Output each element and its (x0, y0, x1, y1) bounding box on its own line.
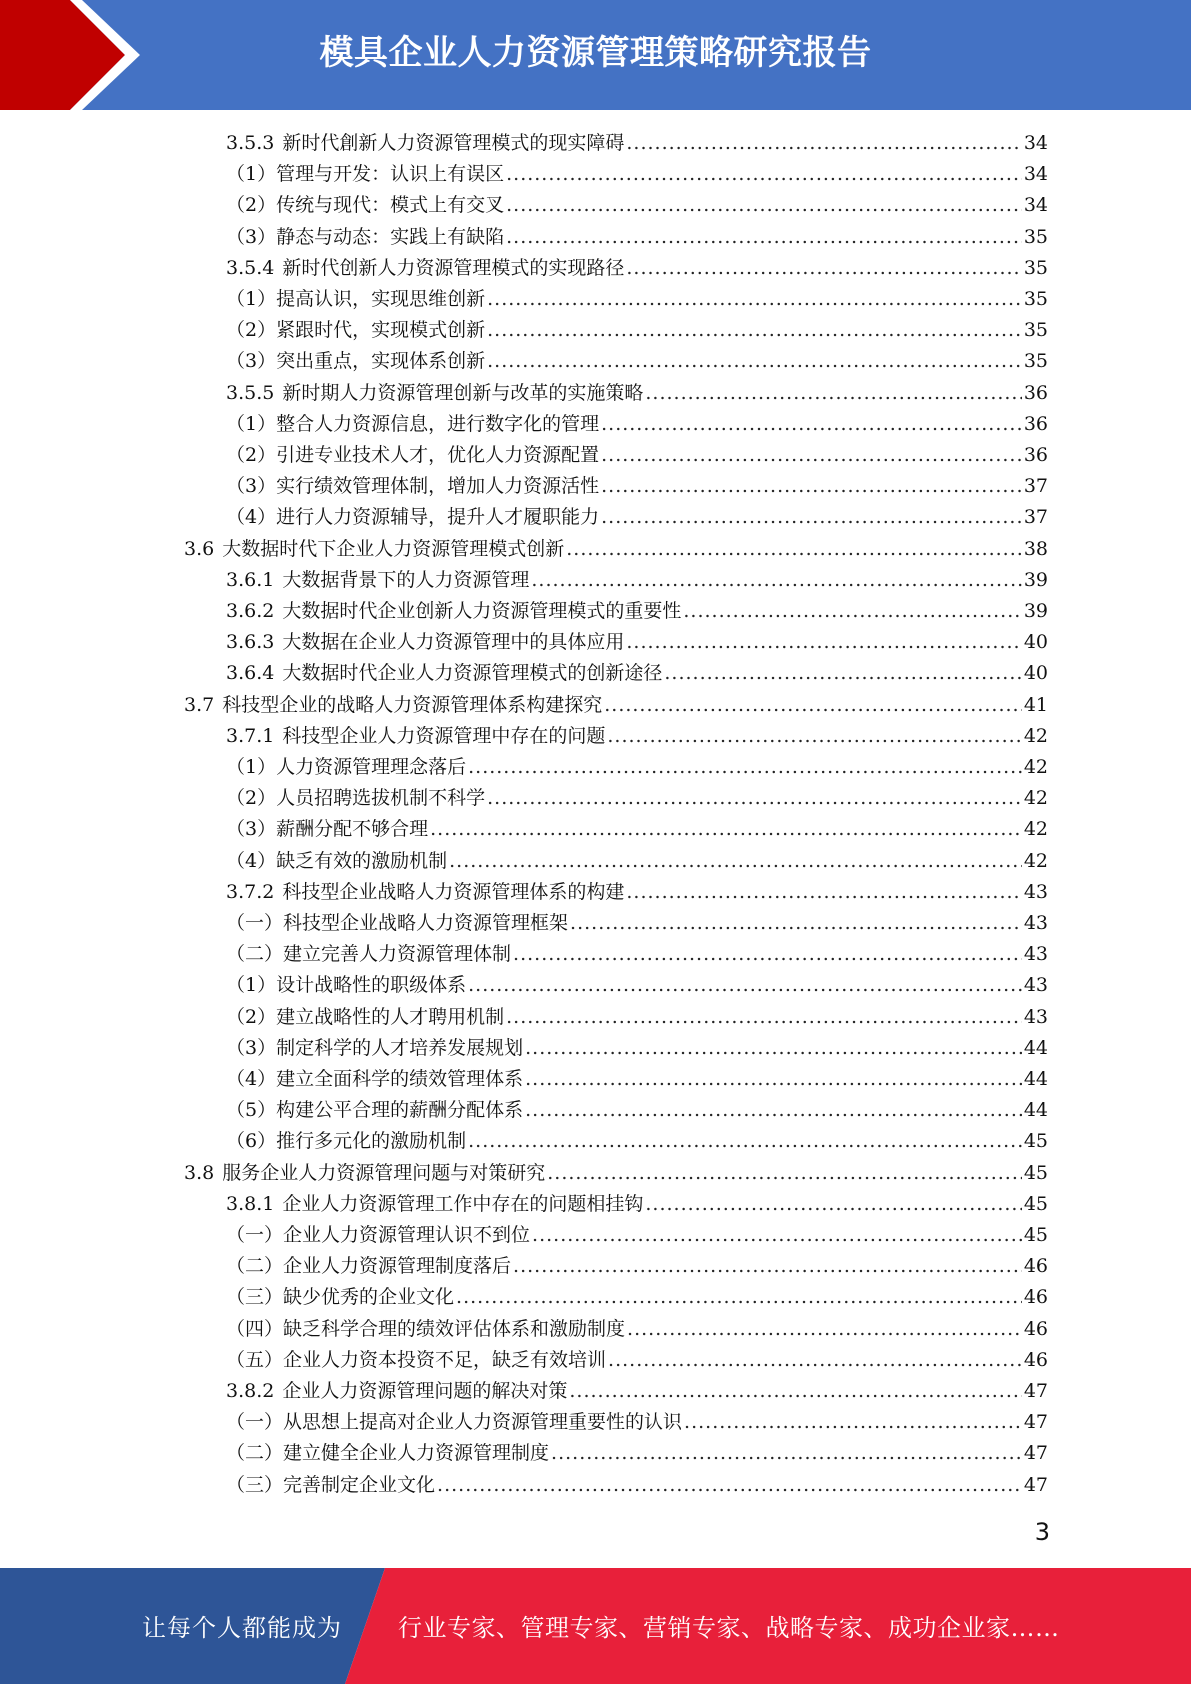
toc-entry-title: 缺乏科学合理的绩效评估体系和激励制度 (283, 1318, 626, 1340)
footer-slogan-right: 行业专家、管理专家、营销专家、战略专家、成功企业家…… (398, 1614, 1060, 1642)
toc-entry-page: 34 (1023, 163, 1048, 185)
toc-entry-number: （3） (226, 1037, 277, 1059)
toc-entry-number: 3.6.2 (226, 600, 275, 622)
toc-entry[interactable] (226, 1095, 1048, 1126)
toc-dot-leader (627, 1314, 1022, 1345)
toc-entry-page: 44 (1023, 1037, 1048, 1059)
toc-entry-page: 43 (1023, 1006, 1048, 1028)
toc-dot-leader (626, 128, 1021, 159)
toc-dot-leader (487, 783, 1022, 814)
toc-entry[interactable] (226, 1407, 1048, 1438)
toc-entry-number: （3） (226, 350, 277, 372)
toc-entry-number: 3.5.3 (226, 132, 275, 154)
toc-entry-title: 科技型企业战略人力资源管理体系的构建 (282, 881, 625, 903)
toc-dot-leader (430, 814, 1022, 845)
toc-entry-number: 3.5.5 (226, 382, 275, 404)
toc-entry-number: （2） (226, 319, 277, 341)
toc-entry[interactable] (184, 534, 1048, 565)
toc-dot-leader (506, 190, 1022, 221)
toc-entry[interactable] (226, 846, 1048, 877)
toc-entry[interactable] (226, 1189, 1048, 1220)
toc-entry-title: 大数据背景下的人力资源管理 (282, 569, 530, 591)
toc-dot-leader (525, 1033, 1022, 1064)
toc-dot-leader (566, 534, 1022, 565)
toc-entry-title: 突出重点，实现体系创新 (276, 350, 486, 372)
toc-entry-title: 设计战略性的职级体系 (276, 974, 467, 996)
toc-dot-leader (487, 346, 1022, 377)
toc-entry-page: 42 (1023, 787, 1048, 809)
toc-entry-page: 45 (1023, 1162, 1048, 1184)
toc-entry-title: 大数据在企业人力资源管理中的具体应用 (282, 631, 625, 653)
toc-entry[interactable] (226, 190, 1048, 221)
toc-entry-number: （3） (226, 475, 277, 497)
toc-entry-number: （1） (226, 756, 277, 778)
toc-entry[interactable] (226, 1345, 1048, 1376)
toc-entry-number: （四） (226, 1318, 284, 1340)
toc-entry-title: 大数据时代下企业人力资源管理模式创新 (222, 538, 565, 560)
toc-entry-number: （二） (226, 943, 284, 965)
toc-dot-leader (531, 565, 1021, 596)
toc-entry-number: （二） (226, 1255, 284, 1277)
toc-entry-page: 36 (1023, 382, 1048, 404)
toc-dot-leader (487, 315, 1022, 346)
toc-dot-leader (645, 378, 1021, 409)
toc-entry-page: 40 (1023, 662, 1048, 684)
toc-entry-number: 3.6.3 (226, 631, 275, 653)
toc-entry-page: 35 (1023, 226, 1048, 248)
toc-dot-leader (506, 159, 1022, 190)
toc-entry-page: 46 (1023, 1255, 1048, 1277)
toc-entry-number: （一） (226, 1224, 284, 1246)
toc-dot-leader (449, 846, 1022, 877)
header-banner (0, 0, 1191, 110)
toc-entry-number: （1） (226, 974, 277, 996)
toc-entry-number: 3.7.1 (226, 725, 275, 747)
toc-entry-number: 3.5.4 (226, 257, 275, 279)
toc-entry[interactable] (226, 253, 1048, 284)
toc-dot-leader (601, 409, 1022, 440)
toc-entry-page: 46 (1023, 1349, 1048, 1371)
toc-entry-title: 企业人力资源管理认识不到位 (283, 1224, 531, 1246)
toc-entry[interactable] (226, 1282, 1048, 1313)
toc-entry-page: 45 (1023, 1130, 1048, 1152)
document-title: 模具企业人力资源管理策略研究报告 (319, 33, 872, 73)
toc-entry-title: 整合人力资源信息，进行数字化的管理 (276, 413, 600, 435)
toc-entry-number: （三） (226, 1286, 284, 1308)
toc-dot-leader (569, 1376, 1021, 1407)
toc-entry-page: 42 (1023, 818, 1048, 840)
toc-dot-leader (604, 690, 1022, 721)
toc-entry-number: 3.6.4 (226, 662, 275, 684)
toc-entry[interactable] (226, 1220, 1048, 1251)
toc-entry[interactable] (226, 315, 1048, 346)
toc-dot-leader (525, 1095, 1022, 1126)
toc-entry-page: 44 (1023, 1099, 1048, 1121)
toc-entry[interactable] (226, 222, 1048, 253)
toc-entry-title: 建立健全企业人力资源管理制度 (283, 1442, 550, 1464)
toc-entry[interactable] (226, 908, 1048, 939)
page-number: 3 (1034, 1518, 1050, 1546)
toc-entry-page: 41 (1023, 694, 1048, 716)
toc-dot-leader (551, 1438, 1022, 1469)
toc-entry[interactable] (226, 471, 1048, 502)
toc-entry-number: （1） (226, 288, 277, 310)
toc-entry-page: 43 (1023, 881, 1048, 903)
toc-entry-page: 43 (1023, 974, 1048, 996)
toc-entry[interactable] (226, 721, 1048, 752)
toc-entry-number: （五） (226, 1349, 284, 1371)
toc-entry-number: （4） (226, 506, 277, 528)
toc-entry-page: 35 (1023, 257, 1048, 279)
toc-entry-number: （6） (226, 1130, 277, 1152)
toc-entry[interactable] (226, 783, 1048, 814)
toc-entry-number: （4） (226, 1068, 277, 1090)
toc-dot-leader (645, 1189, 1021, 1220)
toc-entry-title: 科技型企业人力资源管理中存在的问题 (282, 725, 606, 747)
toc-entry[interactable] (226, 596, 1048, 627)
toc-entry[interactable] (184, 690, 1048, 721)
toc-dot-leader (525, 1064, 1022, 1095)
toc-entry-page: 34 (1023, 132, 1048, 154)
toc-entry-title: 新时期人力资源管理创新与改革的实施策略 (282, 382, 644, 404)
toc-entry-title: 新时代創新人力资源管理模式的现实障碍 (282, 132, 625, 154)
footer-banner (0, 1568, 1191, 1684)
toc-entry-title: 人员招聘选拔机制不科学 (276, 787, 486, 809)
toc-dot-leader (506, 222, 1022, 253)
toc-entry-title: 完善制定企业文化 (283, 1474, 436, 1496)
toc-dot-leader (468, 1126, 1022, 1157)
toc-entry-page: 37 (1023, 475, 1048, 497)
toc-entry-title: 科技型企业的战略人力资源管理体系构建探究 (222, 694, 603, 716)
toc-dot-leader (547, 1158, 1022, 1189)
toc-entry-title: 进行人力资源辅导，提升人才履职能力 (276, 506, 600, 528)
toc-dot-leader (684, 1407, 1022, 1438)
toc-entry-page: 46 (1023, 1286, 1048, 1308)
toc-entry-number: （5） (226, 1099, 277, 1121)
toc-entry-number: 3.7.2 (226, 881, 275, 903)
toc-dot-leader (601, 440, 1022, 471)
toc-entry-page: 39 (1023, 569, 1048, 591)
toc-dot-leader (570, 908, 1022, 939)
toc-dot-leader (626, 627, 1021, 658)
toc-entry-title: 建立全面科学的绩效管理体系 (276, 1068, 524, 1090)
toc-entry[interactable] (226, 409, 1048, 440)
toc-entry[interactable] (226, 1470, 1048, 1501)
toc-entry[interactable] (226, 346, 1048, 377)
toc-entry-title: 大数据时代企业创新人力资源管理模式的重要性 (282, 600, 682, 622)
toc-entry-title: 缺少优秀的企业文化 (283, 1286, 455, 1308)
toc-entry-title: 企业人力资源管理问题的解决对策 (282, 1380, 568, 1402)
toc-entry-page: 47 (1023, 1442, 1048, 1464)
toc-entry-page: 47 (1023, 1411, 1048, 1433)
toc-entry-number: （3） (226, 818, 277, 840)
toc-dot-leader (601, 502, 1022, 533)
toc-entry-title: 实行绩效管理体制，增加人力资源活性 (276, 475, 600, 497)
toc-entry-title: 构建公平合理的薪酬分配体系 (276, 1099, 524, 1121)
toc-entry[interactable] (226, 1002, 1048, 1033)
toc-entry-number: （2） (226, 1006, 277, 1028)
toc-entry[interactable] (226, 752, 1048, 783)
toc-dot-leader (468, 970, 1022, 1001)
toc-entry-number: （2） (226, 194, 277, 216)
toc-entry-page: 45 (1023, 1193, 1048, 1215)
toc-entry[interactable] (226, 814, 1048, 845)
toc-entry-page: 47 (1023, 1380, 1048, 1402)
toc-entry-page: 35 (1023, 319, 1048, 341)
toc-entry-title: 制定科学的人才培养发展规划 (276, 1037, 524, 1059)
toc-entry-number: （4） (226, 850, 277, 872)
toc-entry[interactable] (226, 1033, 1048, 1064)
toc-entry[interactable] (226, 565, 1048, 596)
toc-entry[interactable] (226, 627, 1048, 658)
toc-entry-title: 人力资源管理理念落后 (276, 756, 467, 778)
toc-entry[interactable] (226, 1126, 1048, 1157)
toc-entry-number: （1） (226, 163, 277, 185)
toc-entry-title: 企业人力资源管理制度落后 (283, 1255, 512, 1277)
toc-entry-page: 44 (1023, 1068, 1048, 1090)
toc-entry-page: 38 (1023, 538, 1048, 560)
toc-entry[interactable] (184, 1158, 1048, 1189)
toc-entry-number: 3.8 (184, 1162, 215, 1184)
toc-entry-number: （1） (226, 413, 277, 435)
toc-dot-leader (456, 1282, 1022, 1313)
toc-entry[interactable] (226, 440, 1048, 471)
toc-entry-title: 紧跟时代，实现模式创新 (276, 319, 486, 341)
toc-entry-page: 36 (1023, 413, 1048, 435)
footer-slogan-left: 让每个人都能成为 (142, 1614, 342, 1642)
toc-entry[interactable] (226, 1251, 1048, 1282)
toc-entry[interactable] (226, 877, 1048, 908)
toc-entry-page: 43 (1023, 912, 1048, 934)
toc-entry[interactable] (226, 284, 1048, 315)
toc-entry-number: 3.8.1 (226, 1193, 275, 1215)
toc-dot-leader (468, 752, 1022, 783)
toc-entry-title: 提高认识，实现思维创新 (276, 288, 486, 310)
toc-entry[interactable] (226, 1438, 1048, 1469)
toc-entry[interactable] (226, 939, 1048, 970)
toc-entry[interactable] (226, 378, 1048, 409)
toc-entry-title: 传统与现代：模式上有交叉 (276, 194, 505, 216)
toc-entry-number: （三） (226, 1474, 284, 1496)
toc-entry-number: （一） (226, 912, 284, 934)
toc-dot-leader (626, 877, 1021, 908)
toc-entry-title: 管理与开发：认识上有误区 (276, 163, 505, 185)
toc-entry-page: 42 (1023, 756, 1048, 778)
toc-entry-page: 39 (1023, 600, 1048, 622)
toc-entry[interactable] (226, 658, 1048, 689)
toc-entry[interactable] (226, 128, 1048, 159)
toc-entry-page: 45 (1023, 1224, 1048, 1246)
toc-entry-page: 42 (1023, 850, 1048, 872)
toc-entry[interactable] (226, 970, 1048, 1001)
toc-entry-title: 缺乏有效的激励机制 (276, 850, 448, 872)
toc-entry-title: 引进专业技术人才，优化人力资源配置 (276, 444, 600, 466)
toc-entry-title: 企业人力资源管理工作中存在的问题相挂钩 (282, 1193, 644, 1215)
toc-entry-title: 科技型企业战略人力资源管理框架 (283, 912, 569, 934)
toc-entry-number: （3） (226, 226, 277, 248)
toc-entry-title: 大数据时代企业人力资源管理模式的创新途径 (282, 662, 663, 684)
toc-entry[interactable] (226, 159, 1048, 190)
toc-dot-leader (437, 1470, 1022, 1501)
toc-entry-page: 47 (1023, 1474, 1048, 1496)
toc-entry[interactable] (226, 1376, 1048, 1407)
toc-entry-page: 35 (1023, 350, 1048, 372)
toc-entry-page: 34 (1023, 194, 1048, 216)
toc-dot-leader (608, 1345, 1022, 1376)
toc-entry-number: 3.6 (184, 538, 215, 560)
toc-dot-leader (607, 721, 1021, 752)
toc-entry-page: 35 (1023, 288, 1048, 310)
toc-entry-title: 从思想上提高对企业人力资源管理重要性的认识 (283, 1411, 683, 1433)
toc-entry-title: 服务企业人力资源管理问题与对策研究 (222, 1162, 546, 1184)
toc-entry-title: 新时代创新人力资源管理模式的实现路径 (282, 257, 625, 279)
toc-dot-leader (664, 658, 1021, 689)
toc-dot-leader (506, 1002, 1022, 1033)
toc-entry-page: 46 (1023, 1318, 1048, 1340)
toc-entry-number: （2） (226, 444, 277, 466)
toc-entry-page: 40 (1023, 631, 1048, 653)
toc-entry-title: 建立完善人力资源管理体制 (283, 943, 512, 965)
toc-entry-title: 静态与动态：实践上有缺陷 (276, 226, 505, 248)
toc-dot-leader (532, 1220, 1022, 1251)
toc-dot-leader (513, 1251, 1022, 1282)
toc-entry-title: 推行多元化的激励机制 (276, 1130, 467, 1152)
toc-entry[interactable] (226, 1064, 1048, 1095)
toc-entry-page: 43 (1023, 943, 1048, 965)
toc-entry-page: 36 (1023, 444, 1048, 466)
toc-entry-page: 42 (1023, 725, 1048, 747)
toc-dot-leader (683, 596, 1021, 627)
toc-entry-title: 企业人力资本投资不足，缺乏有效培训 (283, 1349, 607, 1371)
toc-entry-number: 3.7 (184, 694, 215, 716)
toc-entry-number: 3.6.1 (226, 569, 275, 591)
toc-dot-leader (601, 471, 1022, 502)
toc-dot-leader (513, 939, 1022, 970)
toc-entry-number: 3.8.2 (226, 1380, 275, 1402)
toc-entry-title: 建立战略性的人才聘用机制 (276, 1006, 505, 1028)
toc-entry-number: （二） (226, 1442, 284, 1464)
toc-entry-number: （一） (226, 1411, 284, 1433)
toc-dot-leader (626, 253, 1021, 284)
toc-entry-number: （2） (226, 787, 277, 809)
toc-entry[interactable] (226, 1314, 1048, 1345)
toc-entry[interactable] (226, 502, 1048, 533)
toc-entry-page: 37 (1023, 506, 1048, 528)
toc-entry-title: 薪酬分配不够合理 (276, 818, 429, 840)
toc-dot-leader (487, 284, 1022, 315)
